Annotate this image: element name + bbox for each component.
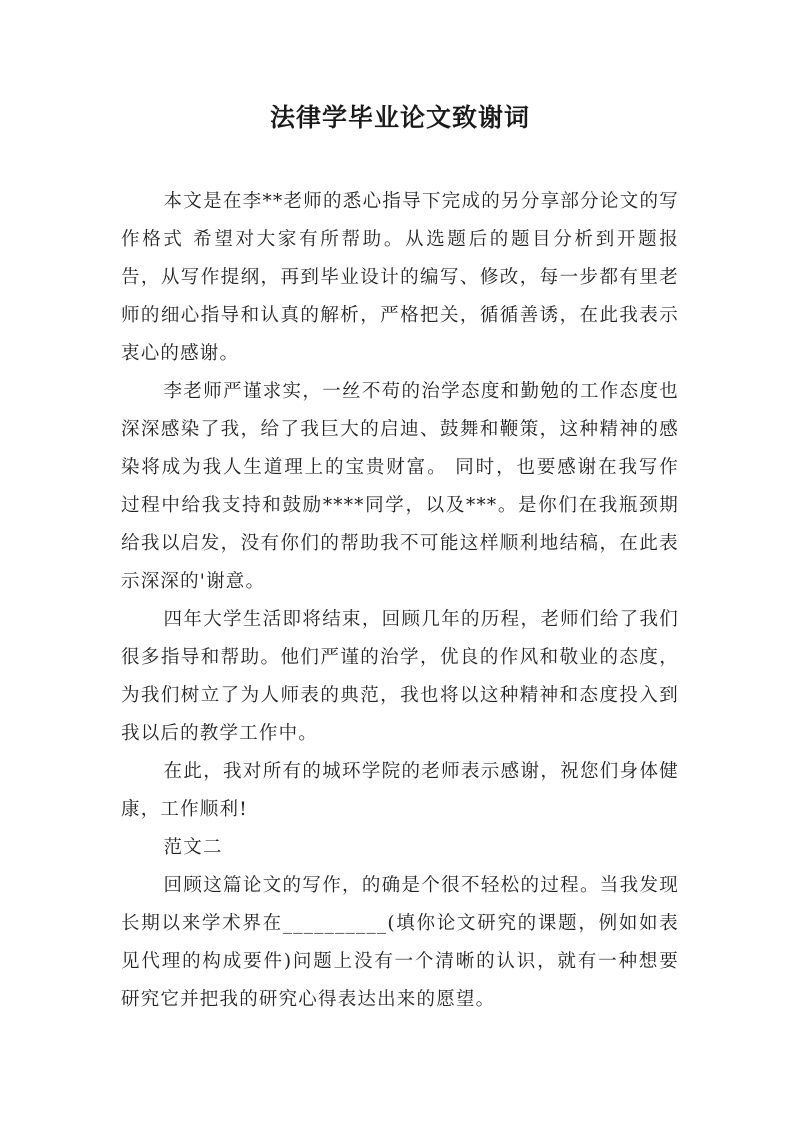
paragraph-2: 李老师严谨求实，一丝不苟的治学态度和勤勉的工作态度也深深感染了我，给了我巨大的启迪、鼓舞和鞭策，这种精神的感染将成为我人生道理上的宝贵财富。 同时，也要感谢在我写作过程中给我支持和鼓励****同学，以及***。是你们在我瓶颈期给我以启发，没有你们的帮助我不可能这样顺利地结稿，在此表示深深的'谢意。 [121,381,679,592]
paragraph-1: 本文是在李**老师的悉心指导下完成的另分享部分论文的写作格式 希望对大家有所帮助。从选题后的题目分析到开题报告，从写作提纲，再到毕业设计的编写、修改，每一步都有里老师的细心指导和认真的解析，严格把关，循循善诱，在此我表示衷心的感谢。 [121,191,679,364]
paragraph-4: 在此，我对所有的城环学院的老师表示感谢，祝您们身体健康，工作顺利! [121,761,679,820]
section-heading-fanwen-er: 范文二 [163,837,223,858]
document-body [121,183,679,1019]
paragraph-5: 回顾这篇论文的写作，的确是个很不轻松的过程。当我发现长期以来学术界在__________(填你论文研究的课题，例如如表见代理的构成要件)问题上没有一个清晰的认识，就有一种想要研究它并把我的研究心得表达出来的愿望。 [121,875,679,1010]
document-title: 法律学毕业论文致谢词 [269,103,530,132]
paragraph-3: 四年大学生活即将结束，回顾几年的历程，老师们给了我们很多指导和帮助。他们严谨的治学，优良的作风和敬业的态度，为我们树立了为人师表的典范，我也将以这种精神和态度投入到我以后的教学工作中。 [121,609,679,744]
